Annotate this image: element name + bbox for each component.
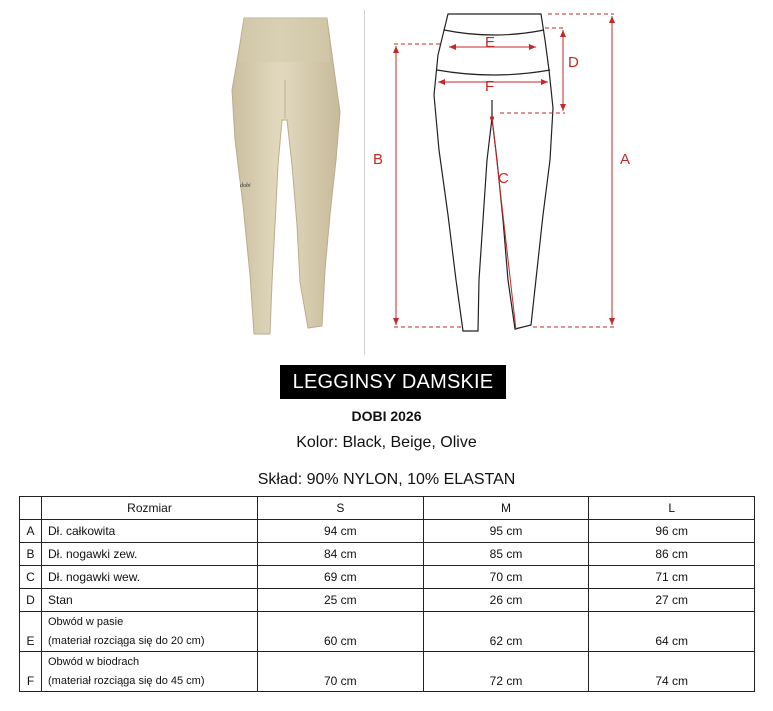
row-value-s: 84 cm <box>258 543 424 566</box>
label-f: F <box>485 78 495 95</box>
row-label-note: (materiał rozciąga się do 45 cm) <box>48 674 205 687</box>
row-label-note: (materiał rozciąga się do 20 cm) <box>48 634 205 647</box>
row-letter: A <box>20 520 42 543</box>
header-rozmiar: Rozmiar <box>42 497 258 520</box>
leggings-photo <box>232 18 340 334</box>
size-table-header <box>20 497 755 520</box>
table-row <box>20 652 755 692</box>
row-label-main: Obwód w biodrach <box>48 655 140 668</box>
row-label <box>42 652 258 692</box>
row-value-m: 85 cm <box>423 543 589 566</box>
table-row <box>20 612 755 652</box>
row-letter: C <box>20 566 42 589</box>
measurement-labels <box>373 34 630 187</box>
size-table <box>19 496 755 692</box>
row-value-l: 96 cm <box>589 520 755 543</box>
row-letter: B <box>20 543 42 566</box>
label-a: A <box>620 151 631 168</box>
row-letter: D <box>20 589 42 612</box>
illustration-divider <box>364 10 365 355</box>
row-value-s: 70 cm <box>258 652 424 692</box>
row-value-m: 72 cm <box>423 652 589 692</box>
row-label: Dł. nogawki wew. <box>42 566 258 589</box>
header-blank <box>20 497 42 520</box>
label-c: C <box>498 170 509 187</box>
header-size-s: S <box>258 497 424 520</box>
row-value-l: 86 cm <box>589 543 755 566</box>
product-model: DOBI 2026 <box>351 408 422 424</box>
row-value-m: 70 cm <box>423 566 589 589</box>
header-size-l: L <box>589 497 755 520</box>
row-label: Stan <box>42 589 258 612</box>
product-title: LEGGINSY DAMSKIE <box>280 365 506 399</box>
row-value-l: 71 cm <box>589 566 755 589</box>
label-e: E <box>485 34 496 51</box>
row-label <box>42 612 258 652</box>
row-label-main: Obwód w pasie <box>48 615 124 628</box>
header-size-m: M <box>423 497 589 520</box>
row-value-l: 64 cm <box>589 612 755 652</box>
row-value-s: 25 cm <box>258 589 424 612</box>
label-d: D <box>568 54 579 71</box>
row-value-m: 62 cm <box>423 612 589 652</box>
row-value-m: 95 cm <box>423 520 589 543</box>
table-row <box>20 566 755 589</box>
table-row <box>20 589 755 612</box>
row-value-l: 27 cm <box>589 589 755 612</box>
table-row <box>20 520 755 543</box>
table-row <box>20 543 755 566</box>
row-label: Dł. całkowita <box>42 520 258 543</box>
row-letter: E <box>20 612 42 652</box>
row-label: Dł. nogawki zew. <box>42 543 258 566</box>
row-value-m: 26 cm <box>423 589 589 612</box>
row-value-s: 69 cm <box>258 566 424 589</box>
row-value-s: 60 cm <box>258 612 424 652</box>
label-b: B <box>373 151 384 168</box>
row-value-l: 74 cm <box>589 652 755 692</box>
row-letter: F <box>20 652 42 692</box>
product-colors: Kolor: Black, Beige, Olive <box>296 434 477 451</box>
leggings-line-drawing <box>434 14 553 331</box>
row-value-s: 94 cm <box>258 520 424 543</box>
product-composition: Skład: 90% NYLON, 10% ELASTAN <box>257 471 516 488</box>
logo-mark: dobi <box>240 183 251 189</box>
